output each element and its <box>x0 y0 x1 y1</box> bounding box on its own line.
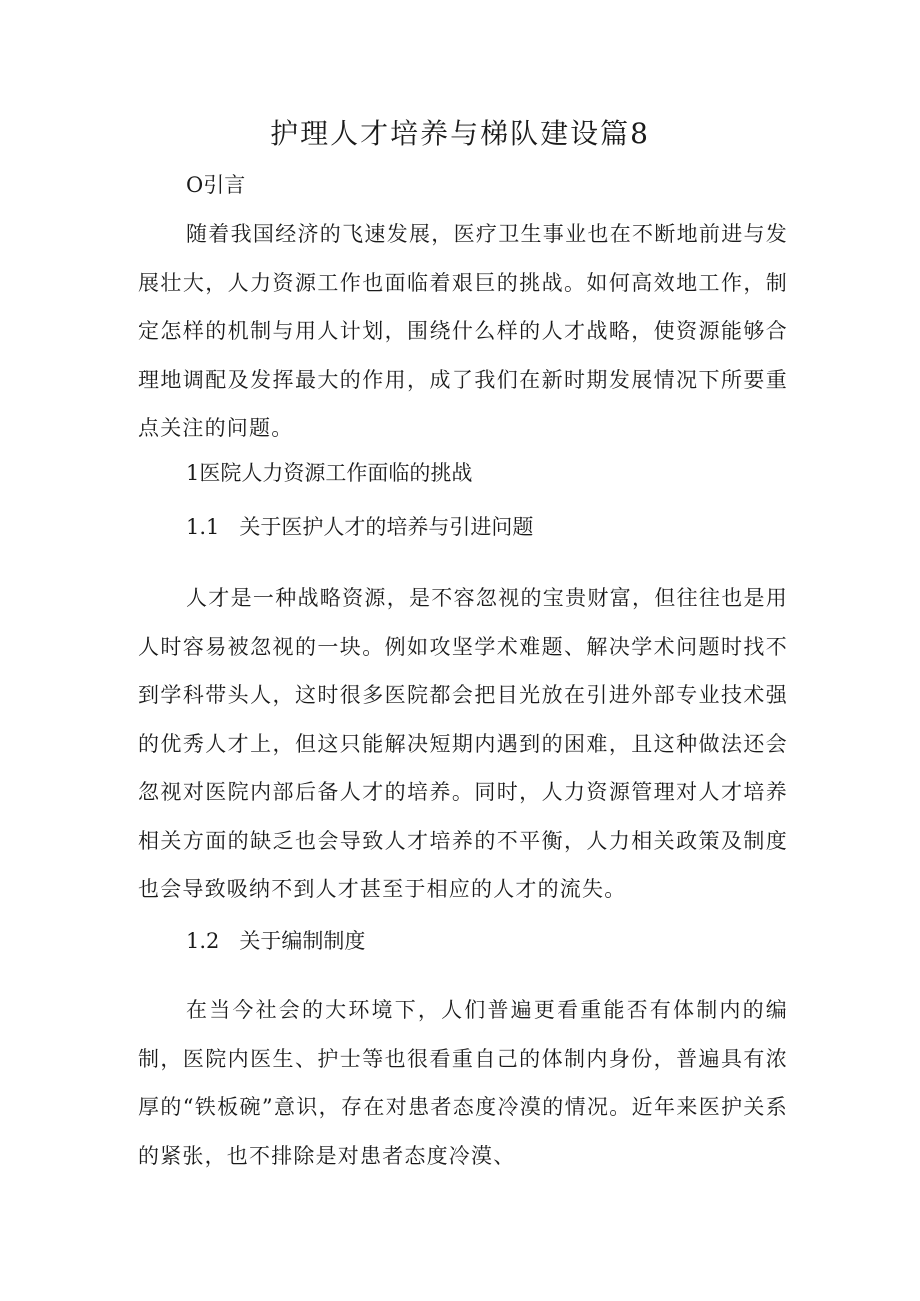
section-1-2-paragraph: 在当今社会的大环境下，人们普遍更看重能否有体制内的编制，医院内医生、护士等也很看重自己的体制内身份，普遍具有浓厚的“铁板碗”意识，存在对患者态度冷漠的情况。近年来医护关系的紧张，也不排除是对患者态度冷漠、 <box>138 998 788 1168</box>
document-title: 护理人才培养与梯队建设篇8 <box>270 117 650 150</box>
intro-paragraph: 随着我国经济的飞速发展，医疗卫生事业也在不断地前进与发展壮大，人力资源工作也面临着艰巨的挑战。如何高效地工作，制定怎样的机制与用人计划，围绕什么样的人才战略，使资源能够合理地调配及发挥最大的作用，成了我们在新时期发展情况下所要重点关注的问题。 <box>138 222 788 440</box>
section-1-1-number: 1.1 <box>186 515 220 539</box>
section-1-1-paragraph: 人才是一种战略资源，是不容忽视的宝贵财富，但往往也是用人时容易被忽视的一块。例如攻坚学术难题、解决学术问题时找不到学科带头人，这时很多医院都会把目光放在引进外部专业技术强的优秀人才上，但这只能解决短期内遇到的困难，且这种做法还会忽视对医院内部后备人才的培养。同时，人力资源管理对人才培养相关方面的缺乏也会导致人才培养的不平衡，人力相关政策及制度也会导致吸纳不到人才甚至于相应的人才的流失。 <box>138 586 788 901</box>
section-1-1-heading <box>186 512 533 542</box>
section-1-2-heading <box>186 926 365 956</box>
section-1-1-title: 关于医护人才的培养与引进问题 <box>239 515 534 539</box>
section-1-heading: 1医院人力资源工作面临的挑战 <box>186 461 473 485</box>
section-1-2-title: 关于编制制度 <box>239 929 366 953</box>
intro-heading: O引言 <box>186 173 246 197</box>
section-1-2-number: 1.2 <box>186 929 220 953</box>
